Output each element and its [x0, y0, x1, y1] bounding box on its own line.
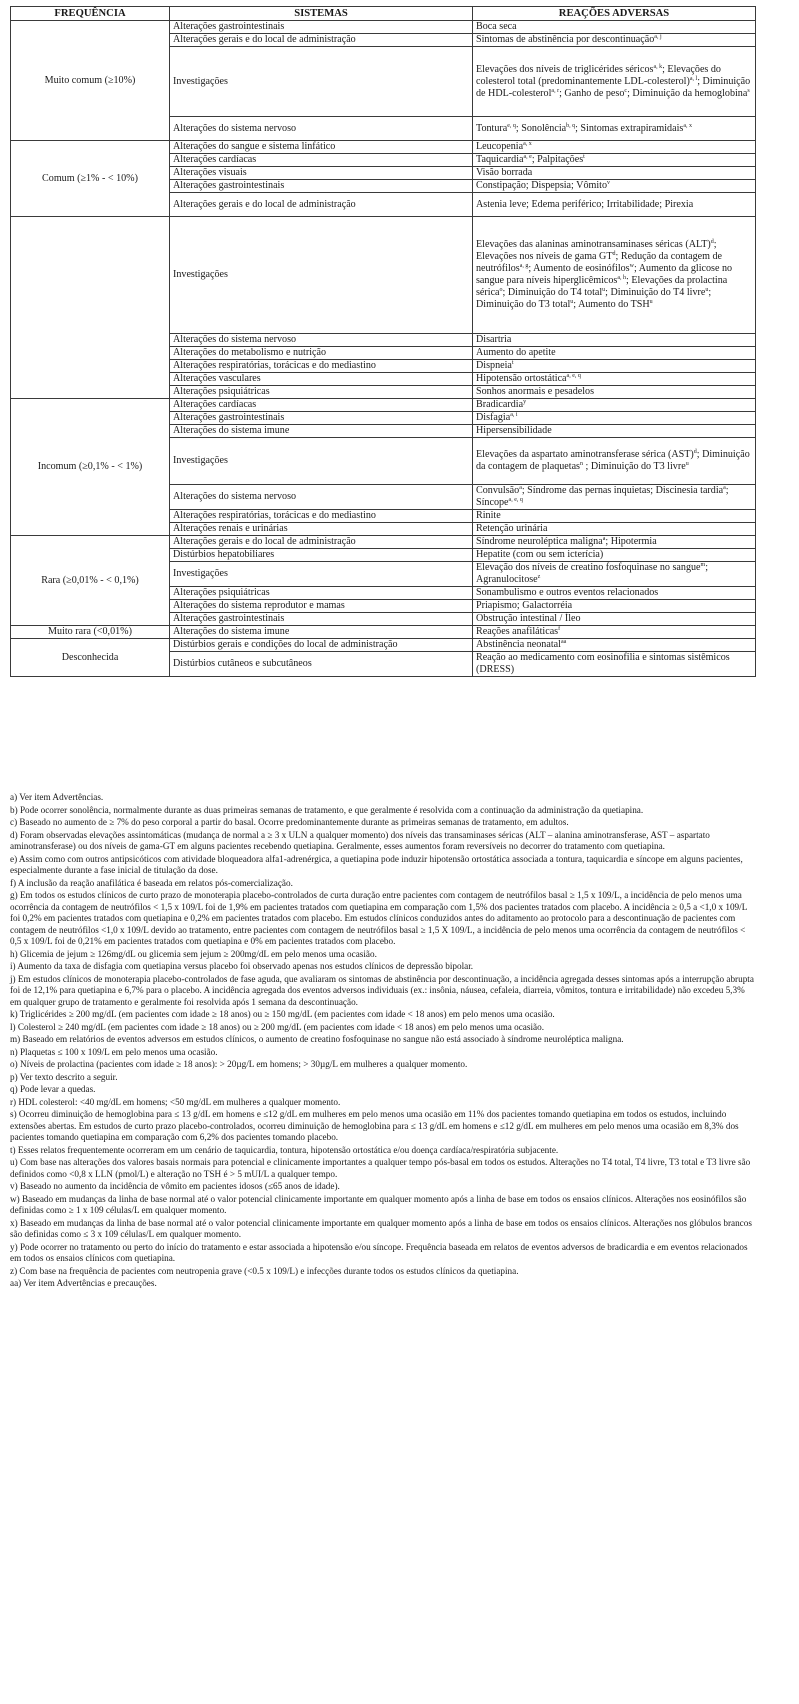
reaction-text: ; Diminuição do T3 total [476, 287, 712, 310]
header-systems: SISTEMAS [170, 7, 473, 21]
adverse-reaction-cell [473, 425, 756, 438]
footnote-item: v) Baseado no aumento da incidência de vômito em pacientes idosos (≤65 anos de idade). [10, 1181, 340, 1191]
footnote-reference: a [519, 485, 522, 491]
adverse-reaction-cell [473, 536, 756, 549]
footnote-reference: c [624, 87, 628, 94]
footnote-reference: z [537, 574, 541, 580]
system-cell: Investigações [170, 562, 473, 587]
frequency-cell: Muito rara (<0,01%) [11, 626, 170, 639]
system-cell: Alterações respiratórias, torácicas e do mediastino [170, 510, 473, 523]
reaction-text: ; Sintomas extrapiramidais [575, 122, 684, 134]
adverse-reaction-cell [473, 386, 756, 399]
adverse-reaction-cell [473, 154, 756, 167]
system-cell: Alterações do sistema imune [170, 425, 473, 438]
adverse-reaction-cell [473, 347, 756, 360]
reaction-text: ; Diminuição do T4 total [502, 287, 603, 298]
footnote-reference: b, q [566, 122, 576, 129]
footnote-reference: a, x [683, 122, 692, 129]
footnote-item: g) Em todos os estudos clínicos de curto prazo de monoterapia placebo-controlados de curta duração entre pacientes com contagem de neutrófilos basal ≥ 1,5 x 109/L, a incidência de pelo menos uma ocorrência da contagem de neutrófilos < 1,5 x 109/L foi de 1,9% em pacientes tratados com quetiapina em comparação com 1,5% dos pacientes tratados com placebo. A incidência ≥ 0,5 a <1,0 x 109/L foi 0,2% em pacientes tratados com quetiapina e 0,2% em pacientes tratados com placebo. Em estudos clínicos conduzidos antes do aditamento ao protocolo para a descontinuação de pacientes com contagem de neutrófilos <1,0 x 109/L devido ao tratamento, entre pacientes com contagem de neutrófilos basal ≥ 1,5 X 109/L, a incidência de pelo menos uma ocorrência da contagem de neutrófilos < 0,5 x 109/L foi de 0,21% em pacientes tratados com quetiapina e 0% em pacientes tratados com placebo. [10, 890, 747, 946]
reaction-text: ; Elevações da prolactina sérica [476, 275, 728, 298]
footnotes [10, 792, 755, 1291]
table-row [11, 217, 756, 334]
reaction-text: Hepatite (com ou sem icterícia) [476, 549, 604, 560]
footnote-item: r) HDL colesterol: <40 mg/dL em homens; <50 mg/dL em mulheres a qualquer momento. [10, 1096, 341, 1107]
reaction-text: ; Sonolência [515, 122, 567, 134]
system-cell: Alterações respiratórias, torácicas e do mediastino [170, 360, 473, 373]
adverse-reaction-cell [473, 47, 756, 117]
adverse-reaction-cell [473, 360, 756, 373]
header-adverse-reactions: REAÇÕES ADVERSAS [473, 7, 756, 21]
system-cell: Alterações renais e urinárias [170, 523, 473, 536]
reaction-text: Sonhos anormais e pesadelos [476, 386, 595, 397]
footnote-item: s) Ocorreu diminuição de hemoglobina para ≤ 13 g/dL em homens e ≤12 g/dL em mulheres em pelo menos uma ocasião em 11% dos pacientes tomando quetiapina em todos os estudos, incluindo extensões abertas. Em estudos de curto prazo placebo-controlados, ocorreu diminuição de hemoglobina para ≤ 13 g/dL em homens e ≤12 g/dL em mulheres em pelo menos uma ocasião em 8,3% dos pacientes tomando quetiapina em comparação com 6,2% dos pacientes tomando placebo. [10, 1109, 739, 1142]
adverse-reaction-cell [473, 549, 756, 562]
reaction-text: ; Diminuição do T4 livre [605, 287, 706, 298]
reaction-text: Visão borrada [476, 167, 533, 178]
footnote-reference: d [612, 251, 616, 257]
adverse-reaction-cell [473, 373, 756, 386]
adverse-reaction-cell [473, 180, 756, 193]
table-row [11, 399, 756, 412]
system-cell: Alterações gerais e do local de administração [170, 34, 473, 47]
reaction-text: Elevações das alaninas aminotransaminases séricas (ALT) [476, 239, 711, 250]
footnote-item: e) Assim como com outros antipsicóticos com atividade bloqueadora alfa1-adrenérgica, a quetiapina pode induzir hipotensão ortostática associada a tontura, taquicardia e síncope em alguns pacientes, especialmente durante a fase inicial de titulação da dose. [10, 853, 743, 875]
footnote-reference: t [511, 360, 514, 366]
adverse-reaction-cell [473, 21, 756, 34]
table-row [11, 626, 756, 639]
table-row [11, 639, 756, 652]
reaction-text: Reações anafiláticas [476, 626, 559, 637]
frequency-cell: Desconhecida [11, 639, 170, 677]
system-cell: Distúrbios hepatobiliares [170, 549, 473, 562]
reaction-text: Astenia leve; Edema periférico; Irritabilidade; Pirexia [476, 198, 694, 210]
reaction-text: ; Hipotermia [605, 536, 657, 547]
system-cell: Distúrbios cutâneos e subcutâneos [170, 652, 473, 677]
adverse-reaction-cell [473, 485, 756, 510]
system-cell: Alterações do sistema nervoso [170, 117, 473, 141]
adverse-reaction-cell [473, 510, 756, 523]
system-cell: Alterações do metabolismo e nutrição [170, 347, 473, 360]
reaction-text: Convulsão [476, 485, 520, 496]
reaction-text: Reação ao medicamento com eosinofilia e sintomas sistêmicos (DRESS) [476, 652, 730, 675]
system-cell: Alterações gerais e do local de administração [170, 193, 473, 217]
reaction-text: ; Diminuição da contagem de plaquetas [476, 449, 750, 472]
footnote-item: t) Esses relatos frequentemente ocorreram em um cenário de taquicardia, tontura, hipotensão ortostática e/ou doença cardíaca/respiratória subjacente. [10, 1144, 559, 1155]
footnote-reference: t [583, 154, 585, 160]
footnote-item: i) Aumento da taxa de disfagia com quetiapina versus placebo foi observado apenas nos estudos clínicos de depressão bipolar. [10, 961, 474, 971]
adverse-reaction-cell [473, 167, 756, 180]
reaction-text: Sintomas de abstinência por descontinuação [476, 34, 655, 45]
adverse-reaction-cell [473, 217, 756, 334]
footnote-item: k) Triglicérides ≥ 200 mg/dL (em pacientes com idade ≥ 18 anos) ou ≥ 150 mg/dL (em pacientes com idade < 18 anos) em pelo menos uma ocasião. [10, 1009, 555, 1019]
reaction-text: Hipersensibilidade [476, 425, 552, 436]
reaction-text: ; Ganho de peso [559, 87, 625, 99]
reaction-text: Tontura [476, 122, 508, 134]
table-row [11, 21, 756, 34]
reaction-text: ; Aumento de eosinófilos [528, 263, 630, 274]
reaction-text: Retenção urinária [476, 523, 548, 534]
reaction-text: ; Elevações nos níveis de gama GT [476, 239, 717, 262]
system-cell: Alterações gerais e do local de administração [170, 536, 473, 549]
footnote-reference: s [747, 87, 750, 94]
reaction-text: ; Síndrome das pernas inquietas; Discinesia tardia [521, 485, 724, 496]
adverse-reaction-cell [473, 117, 756, 141]
reaction-text: ; Palpitações [531, 154, 584, 165]
footnote-reference: a, e [523, 154, 532, 160]
adverse-reactions-table [10, 6, 756, 677]
footnote-item: a) Ver item Advertências. [10, 792, 104, 802]
reaction-text: Sonambulismo e outros eventos relacionados [476, 587, 659, 598]
reaction-text: ; Aumento da glicose no sangue para níveis hiperglicêmicos [476, 263, 733, 286]
table-row [11, 536, 756, 549]
reaction-text: Abstinência neonatal [476, 639, 561, 650]
footnote-reference: d [693, 449, 697, 455]
reaction-text: Boca seca [476, 21, 517, 32]
system-cell: Alterações gastrointestinais [170, 613, 473, 626]
footnote-item: p) Ver texto descrito a seguir. [10, 1071, 118, 1082]
footnote-reference: a [723, 485, 726, 491]
adverse-reactions-section [10, 6, 755, 677]
adverse-reaction-cell [473, 562, 756, 587]
table-header-row [11, 7, 756, 21]
reaction-text: Dispneia [476, 360, 512, 371]
footnote-reference: w [629, 263, 634, 269]
reaction-text: ; Aumento do TSH [573, 299, 650, 310]
footnote-item: q) Pode levar a quedas. [10, 1084, 96, 1094]
system-cell: Alterações gastrointestinais [170, 412, 473, 425]
reaction-text: Síndrome neuroléptica maligna [476, 536, 603, 547]
reaction-text: Rinite [476, 510, 501, 521]
reaction-text: Elevações dos níveis de triglicérides séricos [476, 63, 654, 75]
system-cell: Investigações [170, 438, 473, 485]
system-cell: Alterações do sistema reprodutor e mamas [170, 600, 473, 613]
footnote-item: z) Com base na frequência de pacientes com neutropenia grave (<0.5 x 109/L) e infecções durante todos os estudos clínicos da quetiapina. [10, 1265, 519, 1276]
footnote-reference: y [523, 399, 527, 405]
footnote-reference: n [579, 461, 583, 467]
adverse-reaction-cell [473, 141, 756, 154]
footnote-reference: o [499, 287, 503, 293]
footnote-item: u) Com base nas alterações dos valores basais normais para potencial e clinicamente importantes a qualquer tempo pós-basal em todos os estudos. Alterações no T4 total, T4 livre, T3 total e T3 livre são definidos como <0,8 x LLN (pmol/L) e alteração no TSH é > 5 mUI/L a qualquer tempo. [10, 1157, 751, 1179]
footnote-reference: e, q [507, 122, 516, 129]
reaction-text: Disfagia [476, 412, 511, 423]
system-cell: Investigações [170, 47, 473, 117]
table-body [11, 21, 756, 677]
footnote-reference: a, g [519, 263, 529, 269]
reaction-text: ; Síncope [476, 485, 729, 508]
frequency-cell: Comum (≥1% - < 10%) [11, 141, 170, 217]
system-cell: Alterações psiquiátricas [170, 587, 473, 600]
footnote-item: y) Pode ocorrer no tratamento ou perto do início do tratamento e estar associada a hipotensão e/ou síncope. Frequência baseada em relatos de eventos adversos de bradicardia e em eventos relacionados em todos os ensaios clínicos com quetiapina. [10, 1241, 748, 1263]
frequency-cell: Rara (≥0,01% - < 0,1%) [11, 536, 170, 626]
adverse-reaction-cell [473, 587, 756, 600]
reaction-text: ; Redução da contagem de neutrófilos [476, 251, 723, 274]
system-cell: Alterações do sistema imune [170, 626, 473, 639]
reaction-text: Constipação; Dispepsia; Vômito [476, 180, 608, 191]
footnote-item: f) A inclusão da reação anafilática é baseada em relatos pós-comercialização. [10, 877, 293, 888]
footnote-reference: a, e, q [566, 373, 581, 379]
frequency-cell: Incomum (≥0,1% - < 1%) [11, 399, 170, 536]
system-cell: Alterações cardíacas [170, 399, 473, 412]
footnote-reference: a, j [654, 34, 662, 40]
reaction-text: Leucopenia [476, 141, 524, 152]
footnote-reference: a, l [689, 75, 698, 82]
footnote-reference: a, r [551, 87, 560, 94]
reaction-text: Elevações da aspartato aminotransferase sérica (AST) [476, 449, 694, 460]
footnote-reference: u [602, 287, 606, 293]
footnote-reference: a [602, 536, 606, 542]
adverse-reaction-cell [473, 193, 756, 217]
frequency-cell: Muito comum (≥10%) [11, 21, 170, 141]
reaction-text: Disartria [476, 334, 512, 345]
footnote-reference: u [705, 287, 709, 293]
footnote-item: j) Em estudos clínicos de monoterapia placebo-controlados de fase aguda, que avaliaram os sintomas de abstinência por descontinuação, a incidência agregada desses sintomas após a interrupção abrupta foi de 12,1% para quetiapina e 6,7% para o placebo. A incidência agregada dos eventos adversos individuais (ex.: insônia, náusea, cefaleia, diarreia, vômitos, tontura e irritabilidade) não excedeu 5,3% em qualquer grupo de tratamento e geralmente foi resolvida após 1 semana da descontinuação. [10, 973, 754, 1007]
system-cell: Alterações do sistema nervoso [170, 485, 473, 510]
reaction-text: Priapismo; Galactorréia [476, 600, 573, 611]
footnote-reference: a, h [617, 275, 627, 281]
reaction-text: Hipotensão ortostática [476, 373, 567, 384]
system-cell: Distúrbios gerais e condições do local de administração [170, 639, 473, 652]
reaction-text: Aumento do apetite [476, 347, 556, 358]
footnote-reference: a, i [510, 412, 518, 418]
footnote-reference: a, x [523, 141, 532, 147]
footnote-reference: u [649, 299, 653, 305]
reaction-text: ; Diminuição do T3 livre [582, 461, 686, 472]
adverse-reaction-cell [473, 412, 756, 425]
footnote-reference: aa [560, 639, 567, 645]
adverse-reaction-cell [473, 639, 756, 652]
adverse-reaction-cell [473, 613, 756, 626]
footnote-item: o) Níveis de prolactina (pacientes com idade ≥ 18 anos): > 20µg/L em homens; > 30µg/L em mulheres a qualquer momento. [10, 1059, 468, 1069]
footnote-item: b) Pode ocorrer sonolência, normalmente durante as duas primeiras semanas de tratamento, e que geralmente é resolvida com a continuação da administração da quetiapina. [10, 804, 644, 815]
reaction-text: ; Diminuição da hemoglobina [627, 87, 748, 99]
footnote-reference: f [558, 626, 561, 632]
system-cell: Alterações cardíacas [170, 154, 473, 167]
footnote-reference: v [607, 180, 611, 186]
system-cell: Alterações vasculares [170, 373, 473, 386]
footnote-reference: u [685, 461, 689, 467]
footnote-reference: a, k [653, 63, 663, 70]
reaction-text: ; Diminuição de HDL-colesterol [476, 75, 751, 99]
footnote-item: d) Foram observadas elevações assintomáticas (mudança de normal a ≥ 3 x ULN a qualquer momento) dos níveis das transaminases séricas (ALT – alanina aminotransferase, AST – aspartato aminotransferase) ou dos níveis de gama-GT em alguns pacientes recebendo quetiapina. Geralmente, esses aumentos foram reversíveis no decorrer do tratamento com quetiapina. [10, 829, 710, 851]
system-cell: Alterações do sistema nervoso [170, 334, 473, 347]
system-cell: Investigações [170, 217, 473, 334]
adverse-reaction-cell [473, 652, 756, 677]
system-cell: Alterações gastrointestinais [170, 21, 473, 34]
adverse-reaction-cell [473, 626, 756, 639]
reaction-text: ; Agranulocitose [476, 562, 708, 585]
adverse-reaction-cell [473, 438, 756, 485]
footnote-reference: u [570, 299, 574, 305]
adverse-reaction-cell [473, 399, 756, 412]
footnote-item: aa) Ver item Advertências e precauções. [10, 1278, 157, 1288]
footnote-reference: a, e, q [508, 497, 523, 503]
reaction-text: Elevação dos níveis de creatino fosfoquinase no sangue [476, 562, 701, 573]
reaction-text: Bradicardia [476, 399, 524, 410]
table-row [11, 141, 756, 154]
footnote-item: l) Colesterol ≥ 240 mg/dL (em pacientes com idade ≥ 18 anos) ou ≥ 200 mg/dL (em pacientes com idade < 18 anos) em pelo menos uma ocasião. [10, 1021, 544, 1032]
reaction-text: ; Elevações do colesterol total (predominantemente LDL-colesterol) [476, 63, 721, 87]
adverse-reaction-cell [473, 334, 756, 347]
frequency-cell [11, 217, 170, 399]
footnote-item: n) Plaquetas ≤ 100 x 109/L em pelo menos uma ocasião. [10, 1046, 218, 1057]
system-cell: Alterações gastrointestinais [170, 180, 473, 193]
reaction-text: Obstrução intestinal / Íleo [476, 613, 581, 624]
adverse-reaction-cell [473, 523, 756, 536]
adverse-reaction-cell [473, 34, 756, 47]
system-cell: Alterações psiquiátricas [170, 386, 473, 399]
footnote-item: w) Baseado em mudanças da linha de base normal até o valor potencial clinicamente importante em qualquer momento após a linha de base em todos os ensaios clínicos. Alterações nos eosinófilos são definidas como ≥ 1 x 109 células/L em qualquer momento. [10, 1193, 747, 1215]
system-cell: Alterações visuais [170, 167, 473, 180]
adverse-reaction-cell [473, 600, 756, 613]
footnote-item: c) Baseado no aumento de ≥ 7% do peso corporal a partir do basal. Ocorre predominantemente durante as primeiras semanas de tratamento, em adultos. [10, 817, 569, 827]
footnote-item: x) Baseado em mudanças da linha de base normal até o valor potencial clinicamente importante em qualquer momento após a linha de base em todos os ensaios clínicos. Alterações nos glóbulos brancos são definidas como ≤ 3 x 109 células/L em qualquer momento. [10, 1217, 752, 1239]
footnote-reference: d [710, 239, 714, 245]
header-frequency: FREQUÊNCIA [11, 7, 170, 21]
footnote-reference: m [700, 562, 706, 568]
footnote-item: m) Baseado em relatórios de eventos adversos em estudos clínicos, o aumento de creatino fosfoquinase no sangue não está associado à síndrome neuroléptica maligna. [10, 1034, 624, 1044]
footnote-item: h) Glicemia de jejum ≥ 126mg/dL ou glicemia sem jejum ≥ 200mg/dL em pelo menos uma ocasião. [10, 948, 377, 959]
reaction-text: Taquicardia [476, 154, 524, 165]
system-cell: Alterações do sangue e sistema linfático [170, 141, 473, 154]
